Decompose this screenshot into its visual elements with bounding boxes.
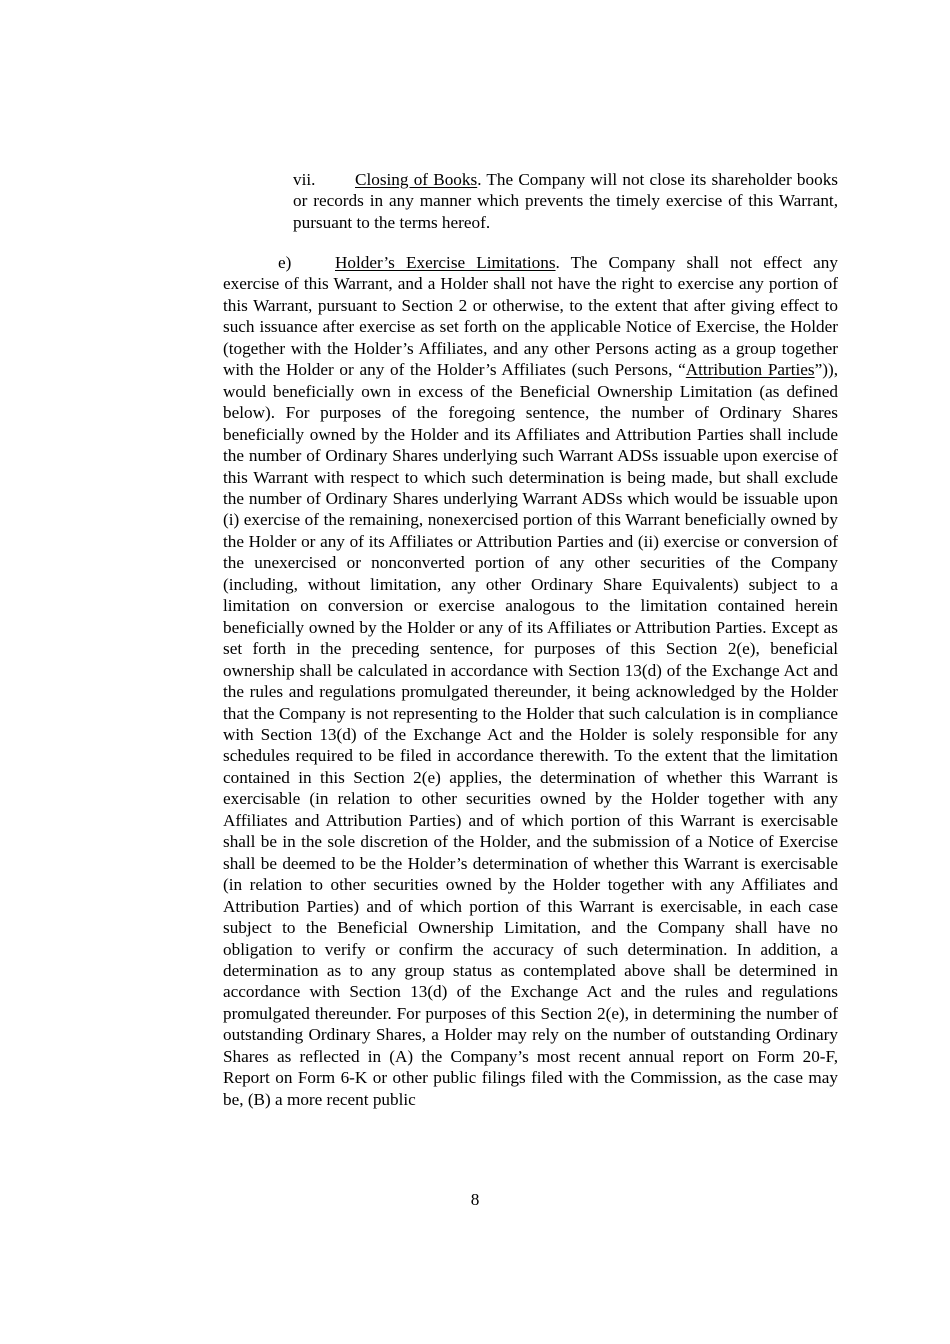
section-e-text-before: . The Company shall not effect any exercise of this Warrant, and a Holder shall not have the right to exercise any portion of this Warrant, pursuant to Section 2 or otherwise, to the extent that after giving effect to such issuance after exercise as set forth on the applicable Notice of Exercise, the Holder (together with the Holder’s Affiliates, and any other Persons acting as a group together with the Holder or any of the Holder’s Affiliates (such Persons, “ <box>223 253 838 380</box>
section-e-heading: Holder’s Exercise Limitations <box>335 253 556 272</box>
section-vii-text: . The Company will not close its shareholder books or records in any manner which prevents the timely exercise of this Warrant, pursuant to the terms hereof. <box>293 170 838 232</box>
section-e-paragraph <box>223 252 838 1110</box>
section-vii-heading: Closing of Books <box>355 170 478 189</box>
section-e-text-after: ”)), would beneficially own in excess of the Beneficial Ownership Limitation (as defined below). For purposes of the foregoing sentence, the number of Ordinary Shares beneficially owned by the Holder and its Affiliates and Attribution Parties shall include the number of Ordinary Shares underlying such Warrant ADSs issuable upon exercise of this Warrant with respect to which such determination is being made, but shall exclude the number of Ordinary Shares underlying Warrant ADSs which would be issuable upon (i) exercise of the remaining, nonexercised portion of this Warrant beneficially owned by the Holder or any of its Affiliates or Attribution Parties and (ii) exercise or conversion of the unexercised or nonconverted portion of any other securities of the Company (including, without limitation, any other Ordinary Share Equivalents) subject to a limitation on conversion or exercise analogous to the limitation contained herein beneficially owned by the Holder or any of its Affiliates or Attribution Parties. Except as set forth in the preceding sentence, for purposes of this Section 2(e), beneficial ownership shall be calculated in accordance with Section 13(d) of the Exchange Act and the rules and regulations promulgated thereunder, it being acknowledged by the Holder that the Company is not representing to the Holder that such calculation is in compliance with Section 13(d) of the Exchange Act and the Holder is solely responsible for any schedules required to be filed in accordance therewith. To the extent that the limitation contained in this Section 2(e) applies, the determination of whether this Warrant is exercisable (in relation to other securities owned by the Holder together with any Affiliates and Attribution Parties) and of which portion of this Warrant is exercisable shall be in the sole discretion of the Holder, and the submission of a Notice of Exercise shall be deemed to be the Holder’s determination of whether this Warrant is exercisable (in relation to other securities owned by the Holder together with any Affiliates and Attribution Parties) and of which portion of this Warrant is exercisable, in each case subject to the Beneficial Ownership Limitation, and the Company shall have no obligation to verify or confirm the accuracy of such determination. In addition, a determination as to any group status as contemplated above shall be determined in accordance with Section 13(d) of the Exchange Act and the rules and regulations promulgated thereunder. For purposes of this Section 2(e), in determining the number of outstanding Ordinary Shares, a Holder may rely on the number of outstanding Ordinary Shares as reflected in (A) the Company’s most recent annual report on Form 20-F, Report on Form 6-K or other public filings filed with the Commission, as the case may be, (B) a more recent public <box>223 360 838 1109</box>
section-e-number: e) <box>278 253 292 272</box>
page-number: 8 <box>470 1190 480 1209</box>
section-vii-number: vii. <box>293 170 316 189</box>
attribution-parties-term: Attribution Parties <box>685 360 815 380</box>
section-vii-paragraph <box>293 169 838 233</box>
